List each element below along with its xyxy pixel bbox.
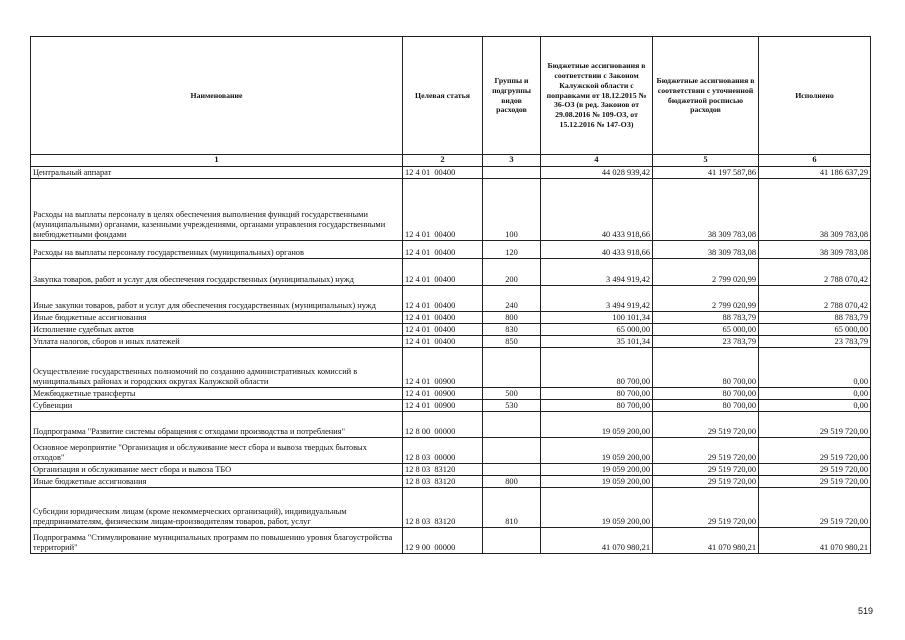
cell-schedule-amount: 80 700,00: [653, 388, 759, 400]
cell-law-amount: 3 494 919,42: [541, 259, 653, 286]
cell-name: Центральный аппарат: [31, 167, 403, 179]
cell-name: Межбюджетные трансферты: [31, 388, 403, 400]
cell-name: Иные бюджетные ассигнования: [31, 476, 403, 488]
cell-target-code: 12 8 03 00000: [403, 438, 483, 464]
cell-name: Закупка товаров, работ и услуг для обеспечения государственных (муниципальных) нужд: [31, 259, 403, 286]
header-name: Наименование: [31, 37, 403, 155]
cell-executed-amount: 0,00: [759, 400, 871, 412]
cell-law-amount: 80 700,00: [541, 388, 653, 400]
cell-name: Субвенции: [31, 400, 403, 412]
cell-target-code: 12 4 01 00400: [403, 259, 483, 286]
table-row: [31, 336, 871, 348]
cell-law-amount: 19 059 200,00: [541, 464, 653, 476]
budget-table: [30, 36, 871, 554]
column-number-row: [31, 155, 871, 167]
table-row: [31, 388, 871, 400]
cell-name: Иные закупки товаров, работ и услуг для обеспечения государственных (муниципальных) нужд: [31, 286, 403, 312]
table-row: [31, 528, 871, 554]
cell-executed-amount: 29 519 720,00: [759, 412, 871, 438]
cell-schedule-amount: 80 700,00: [653, 348, 759, 388]
cell-target-code: 12 9 00 00000: [403, 528, 483, 554]
cell-target-code: 12 4 01 00400: [403, 241, 483, 259]
cell-target-code: 12 8 03 83120: [403, 476, 483, 488]
cell-executed-amount: 0,00: [759, 348, 871, 388]
cell-schedule-amount: 65 000,00: [653, 324, 759, 336]
cell-schedule-amount: 38 309 783,08: [653, 241, 759, 259]
cell-target-code: 12 8 00 00000: [403, 412, 483, 438]
cell-schedule-amount: 80 700,00: [653, 400, 759, 412]
table-row: [31, 312, 871, 324]
table-row: [31, 241, 871, 259]
cell-group: 850: [483, 336, 541, 348]
header-target: Целевая статья: [403, 37, 483, 155]
header-row: [31, 37, 871, 155]
cell-target-code: 12 4 01 00900: [403, 348, 483, 388]
cell-schedule-amount: 2 799 020,99: [653, 286, 759, 312]
cell-schedule-amount: 41 197 587,86: [653, 167, 759, 179]
cell-schedule-amount: 88 783,79: [653, 312, 759, 324]
cell-name: Основное мероприятие "Организация и обслуживание мест сбора и вывоза твердых бытовых отходов": [31, 438, 403, 464]
cell-law-amount: 35 101,34: [541, 336, 653, 348]
cell-target-code: 12 4 01 00400: [403, 324, 483, 336]
cell-executed-amount: 29 519 720,00: [759, 464, 871, 476]
cell-schedule-amount: 29 519 720,00: [653, 464, 759, 476]
cell-law-amount: 80 700,00: [541, 400, 653, 412]
column-number: 6: [759, 155, 871, 167]
column-number: 5: [653, 155, 759, 167]
cell-executed-amount: 38 309 783,08: [759, 241, 871, 259]
cell-name: Расходы на выплаты персоналу государственных (муниципальных) органов: [31, 241, 403, 259]
cell-target-code: 12 4 01 00900: [403, 400, 483, 412]
cell-group: 830: [483, 324, 541, 336]
header-groups: Группы и подгруппы видов расходов: [483, 37, 541, 155]
cell-group: 800: [483, 312, 541, 324]
table-row: [31, 488, 871, 528]
cell-law-amount: 3 494 919,42: [541, 286, 653, 312]
cell-group: 100: [483, 179, 541, 241]
cell-schedule-amount: 29 519 720,00: [653, 412, 759, 438]
cell-executed-amount: 23 783,79: [759, 336, 871, 348]
cell-target-code: 12 4 01 00900: [403, 388, 483, 400]
table-row: [31, 438, 871, 464]
cell-executed-amount: 38 309 783,08: [759, 179, 871, 241]
cell-name: Уплата налогов, сборов и иных платежей: [31, 336, 403, 348]
cell-schedule-amount: 38 309 783,08: [653, 179, 759, 241]
table-row: [31, 286, 871, 312]
cell-name: Иные бюджетные ассигнования: [31, 312, 403, 324]
table-row: [31, 348, 871, 388]
table-row: [31, 400, 871, 412]
cell-target-code: 12 4 01 00400: [403, 312, 483, 324]
cell-target-code: 12 4 01 00400: [403, 286, 483, 312]
cell-law-amount: 19 059 200,00: [541, 412, 653, 438]
cell-target-code: 12 4 01 00400: [403, 167, 483, 179]
cell-group: 810: [483, 488, 541, 528]
cell-group: 200: [483, 259, 541, 286]
cell-group: 120: [483, 241, 541, 259]
cell-group: [483, 438, 541, 464]
cell-name: Исполнение судебных актов: [31, 324, 403, 336]
cell-group: [483, 167, 541, 179]
cell-law-amount: 100 101,34: [541, 312, 653, 324]
header-law: Бюджетные ассигнования в соответствии с Законом Калужской области с поправками от 18.12.2015 № 36-ОЗ (в ред. Законов от 29.08.2016 № 109-ОЗ, от 15.12.2016 № 147-ОЗ): [541, 37, 653, 155]
cell-law-amount: 40 433 918,66: [541, 179, 653, 241]
cell-group: [483, 412, 541, 438]
cell-schedule-amount: 29 519 720,00: [653, 488, 759, 528]
cell-name: Осуществление государственных полномочий по созданию административных комиссий в муниципальных районах и городских округах Калужской области: [31, 348, 403, 388]
cell-law-amount: 44 028 939,42: [541, 167, 653, 179]
cell-executed-amount: 0,00: [759, 388, 871, 400]
cell-executed-amount: 65 000,00: [759, 324, 871, 336]
table-row: [31, 259, 871, 286]
cell-target-code: 12 8 03 83120: [403, 488, 483, 528]
cell-name: Субсидии юридическим лицам (кроме некоммерческих организаций), индивидуальным предпринимателям, физическим лицам-производителям товаров, работ, услуг: [31, 488, 403, 528]
cell-executed-amount: 2 788 070,42: [759, 259, 871, 286]
table-row: [31, 464, 871, 476]
cell-target-code: 12 4 01 00400: [403, 336, 483, 348]
column-number: 4: [541, 155, 653, 167]
cell-executed-amount: 29 519 720,00: [759, 476, 871, 488]
cell-schedule-amount: 29 519 720,00: [653, 438, 759, 464]
cell-executed-amount: 41 070 980,21: [759, 528, 871, 554]
cell-target-code: 12 8 03 83120: [403, 464, 483, 476]
header-executed: Исполнено: [759, 37, 871, 155]
cell-law-amount: 19 059 200,00: [541, 476, 653, 488]
table-row: [31, 412, 871, 438]
cell-group: 500: [483, 388, 541, 400]
table-row: [31, 476, 871, 488]
cell-law-amount: 80 700,00: [541, 348, 653, 388]
cell-executed-amount: 88 783,79: [759, 312, 871, 324]
table-row: [31, 324, 871, 336]
cell-name: Подпрограмма "Развитие системы обращения с отходами производства и потребления": [31, 412, 403, 438]
cell-executed-amount: 2 788 070,42: [759, 286, 871, 312]
column-number: 3: [483, 155, 541, 167]
cell-law-amount: 19 059 200,00: [541, 488, 653, 528]
header-schedule: Бюджетные ассигнования в соответствии с уточненной бюджетной росписью расходов: [653, 37, 759, 155]
cell-group: 240: [483, 286, 541, 312]
column-number: 2: [403, 155, 483, 167]
cell-executed-amount: 29 519 720,00: [759, 488, 871, 528]
cell-group: [483, 348, 541, 388]
table-body: [31, 167, 871, 554]
page-number: 519: [857, 606, 873, 616]
cell-schedule-amount: 29 519 720,00: [653, 476, 759, 488]
cell-law-amount: 65 000,00: [541, 324, 653, 336]
column-number: 1: [31, 155, 403, 167]
cell-schedule-amount: 2 799 020,99: [653, 259, 759, 286]
cell-name: Расходы на выплаты персоналу в целях обеспечения выполнения функций государственными (муниципальными) органами, казенными учреждениями, органами управления государственными внебюджетными фондами: [31, 179, 403, 241]
cell-group: [483, 528, 541, 554]
cell-law-amount: 19 059 200,00: [541, 438, 653, 464]
table-row: [31, 167, 871, 179]
cell-executed-amount: 29 519 720,00: [759, 438, 871, 464]
cell-law-amount: 41 070 980,21: [541, 528, 653, 554]
cell-schedule-amount: 23 783,79: [653, 336, 759, 348]
cell-name: Организация и обслуживание мест сбора и вывоза ТБО: [31, 464, 403, 476]
cell-group: 530: [483, 400, 541, 412]
cell-target-code: 12 4 01 00400: [403, 179, 483, 241]
cell-executed-amount: 41 186 637,29: [759, 167, 871, 179]
cell-name: Подпрограмма "Стимулирование муниципальных программ по повышению уровня благоустройства территорий": [31, 528, 403, 554]
cell-schedule-amount: 41 070 980,21: [653, 528, 759, 554]
table-row: [31, 179, 871, 241]
cell-group: 800: [483, 476, 541, 488]
cell-group: [483, 464, 541, 476]
cell-law-amount: 40 433 918,66: [541, 241, 653, 259]
